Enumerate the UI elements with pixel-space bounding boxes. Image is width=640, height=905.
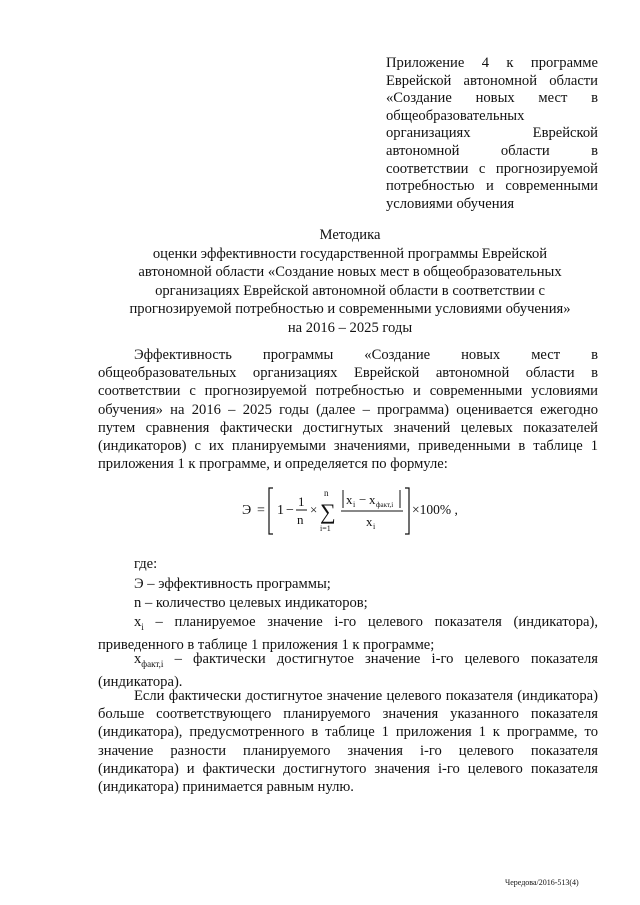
title-line: оценки эффективности государственной программы Еврейской — [152, 245, 548, 262]
appendix-line: автономной области в — [386, 142, 598, 159]
left-bracket — [269, 488, 273, 534]
appendix-line: «Создание новых мест в — [386, 90, 598, 107]
xfact-subscript: факт,i — [141, 658, 164, 669]
document-code: Чередова/2016-513(4) — [505, 878, 579, 887]
formula-minus: − — [286, 503, 294, 518]
definition-n: n – количество целевых индикаторов; — [134, 595, 368, 611]
frac-denominator: n — [297, 512, 304, 527]
num-xfact-sub: факт,i — [376, 501, 394, 509]
title-line: Методика — [319, 227, 381, 243]
xfact-symbol: x — [134, 651, 142, 667]
right-bracket — [405, 488, 409, 534]
where-label: где: — [134, 556, 158, 572]
formula-lhs: Э — [242, 503, 252, 518]
num-x: x — [346, 492, 353, 507]
document-title — [100, 226, 600, 337]
appendix-line: потребностью и современными — [386, 178, 598, 195]
num-minus: − — [359, 492, 367, 507]
formula-eq: = — [257, 503, 265, 518]
title-line: автономной области «Создание новых мест в общеобразовательных — [138, 264, 562, 280]
title-line: на 2016 – 2025 годы — [287, 319, 413, 336]
xi-symbol: x — [134, 614, 142, 630]
frac-numerator: 1 — [298, 494, 305, 509]
formula-one: 1 — [277, 503, 284, 518]
formula-svg — [240, 482, 480, 540]
appendix-line: Приложение 4 к программе — [386, 55, 598, 71]
definition-e: Э – эффективность программы; — [134, 576, 331, 592]
efficiency-formula — [240, 482, 480, 540]
den-x-sub: i — [373, 522, 376, 531]
sum-lower: i=1 — [320, 524, 331, 533]
num-x-sub: i — [353, 500, 356, 509]
sum-sign: ∑ — [320, 499, 336, 524]
xi-text: – планируемое значение i-го целевого показателя (индикатора), приведенного в таблице 1 приложения 1 к программе; — [98, 614, 598, 654]
xi-subscript: i — [141, 621, 144, 632]
sum-upper: n — [324, 488, 329, 498]
definition-xfact — [98, 650, 598, 691]
title-line: прогнозируемой потребностью и современными условиями обучения» — [129, 301, 571, 317]
zero-rule-paragraph: Если фактически достигнутое значение целевого показателя (индикатора) больше соответствующего планируемого значения указанного показателя (индикатора), предусмотренного в таблице 1 приложения 1 к программе, то значение разности планируемого значения i-го целевого показателя (индикатора) и фактически достигнутого значения i-го целевого показателя (индикатора) принимается равным нулю. — [98, 688, 598, 796]
formula-times: × — [310, 502, 318, 517]
appendix-line: общеобразовательных — [386, 107, 525, 124]
num-xfact: x — [369, 492, 376, 507]
xfact-text: – фактически достигнутое значение i-го целевого показателя (индикатора). — [98, 651, 598, 691]
appendix-header — [386, 55, 598, 213]
appendix-line: соответствии с прогнозируемой — [386, 160, 598, 177]
intro-paragraph: Эффективность программы «Создание новых мест в общеобразовательных организациях Еврейской автономной области в соответствии с прогнозируемой потребностью и современными условиями обучения» на 2016 – 2025 годы (далее – программа) оценивается ежегодно путем сравнения фактически достигнутых значений целевых показателей (индикаторов) с их планируемыми значениями, приведенными в таблице 1 приложения 1 к программе, и определяется по формуле: — [98, 347, 598, 473]
formula-percent: ×100% , — [412, 502, 458, 517]
title-line: организациях Еврейской автономной области в соответствии с — [155, 282, 545, 299]
appendix-line: организациях Еврейской — [386, 125, 598, 142]
definition-xi — [98, 613, 598, 654]
appendix-line: условиями обучения — [386, 195, 515, 212]
den-x: x — [366, 514, 373, 529]
appendix-line: Еврейской автономной области — [386, 72, 598, 89]
